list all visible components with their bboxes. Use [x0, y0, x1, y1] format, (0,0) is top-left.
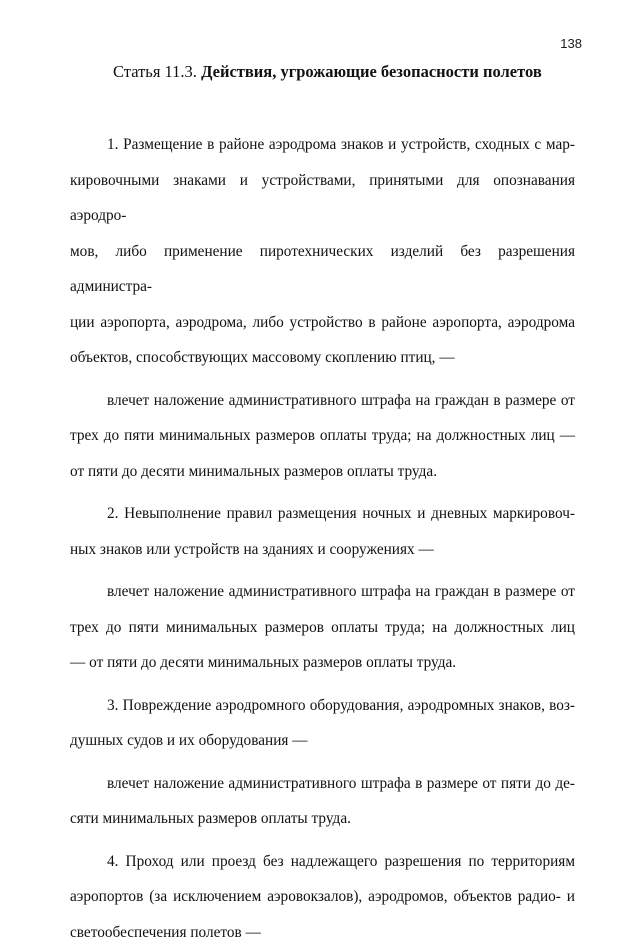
paragraph-1 — [70, 127, 575, 376]
text-line: 1. Размещение в районе аэродрома знаков и устройств, сходных с мар- — [70, 127, 575, 163]
article-title: Действия, угрожающие безопасности полетов — [201, 62, 542, 81]
text-line: — от пяти до десяти минимальных размеров оплаты труда. — [70, 645, 575, 681]
paragraph-4 — [70, 844, 575, 950]
text-line: влечет наложение административного штрафа на граждан в размере от — [70, 383, 575, 419]
text-line: объектов, способствующих массовому скоплению птиц, — — [70, 340, 575, 376]
text-line: 3. Повреждение аэродромного оборудования, аэродромных знаков, воз- — [70, 688, 575, 724]
article-number: Статья 11.3. — [113, 62, 201, 81]
text-line: аэропортов (за исключением аэровокзалов), аэродромов, объектов радио- и — [70, 879, 575, 915]
paragraph-1-penalty — [70, 383, 575, 490]
text-line: трех до пяти минимальных размеров оплаты труда; на должностных лиц — — [70, 418, 575, 454]
paragraph-2 — [70, 496, 575, 567]
text-line: 2. Невыполнение правил размещения ночных и дневных маркировоч- — [70, 496, 575, 532]
text-line: душных судов и их оборудования — — [70, 723, 575, 759]
text-line: трех до пяти минимальных размеров оплаты труда; на должностных лиц — [70, 610, 575, 646]
text-line: от пяти до десяти минимальных размеров оплаты труда. — [70, 454, 575, 490]
text-line: влечет наложение административного штрафа в размере от пяти до де- — [70, 766, 575, 802]
text-line: ции аэропорта, аэродрома, либо устройство в районе аэропорта, аэродрома — [70, 305, 575, 341]
paragraph-2-penalty — [70, 574, 575, 681]
document-body — [70, 127, 575, 950]
text-line: светообеспечения полетов — — [70, 915, 575, 950]
paragraph-3 — [70, 688, 575, 759]
text-line: 4. Проход или проезд без надлежащего разрешения по территориям — [70, 844, 575, 880]
page-number: 138 — [560, 36, 582, 51]
text-line: мов, либо применение пиротехнических изделий без разрешения администра- — [70, 234, 575, 305]
text-line: кировочными знаками и устройствами, принятыми для опознавания аэродро- — [70, 163, 575, 234]
article-heading — [113, 62, 542, 82]
paragraph-3-penalty — [70, 766, 575, 837]
text-line: ных знаков или устройств на зданиях и сооружениях — — [70, 532, 575, 568]
text-line: влечет наложение административного штрафа на граждан в размере от — [70, 574, 575, 610]
text-line: сяти минимальных размеров оплаты труда. — [70, 801, 575, 837]
